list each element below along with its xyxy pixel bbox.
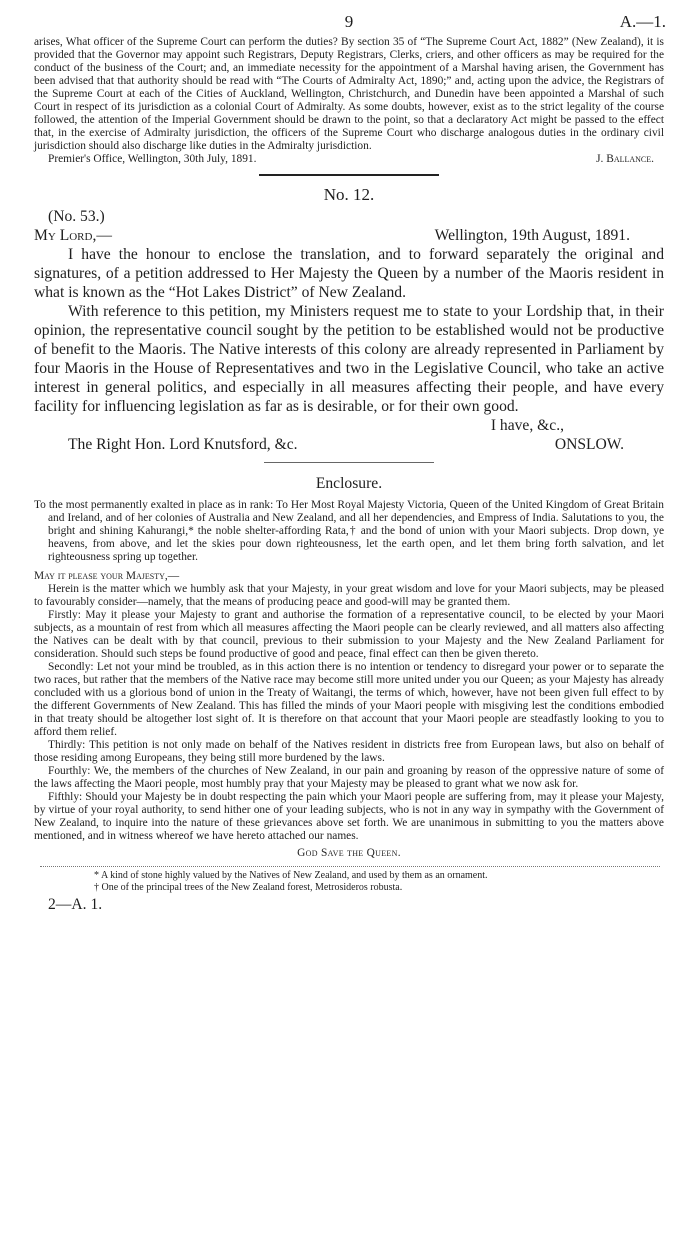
memo-signature-line [34,153,664,166]
letter-addressee: The Right Hon. Lord Knutsford, &c. [68,436,298,453]
footnote: * A kind of stone highly valued by the Natives of New Zealand, and used by them as an ornament. [94,870,488,881]
enclosure [34,475,664,860]
letter-address-row [34,435,664,454]
letter-signatory: ONSLOW. [554,436,624,453]
enclosure-paragraph: Fourthly: We, the members of the churches of New Zealand, in our pain and groaning by reason of the oppressive nature of some of the laws affecting the Maori people, most humbly pray that your Majesty may be pleased to grant what we now ask for. [34,765,664,790]
memo-body: arises, What officer of the Supreme Court can perform the duties? By section 35 of “The Supreme Court Act, 1882” (New Zealand), it is provided that the Governor may appoint such Registrars, Deputy Registrars, Clerks, criers, and other officers as may be required for the conduct of the business of the Court; and, an immediate necessity for the appointment of a Marshal having arisen, the Government has been advised that that authority should be read with “The Courts of Admiralty Act, 1890;” and, acting upon the advice, the Registrars of the Supreme Court at each of the Cities of Auckland, Wellington, Christchurch, and Dunedin have been appointed a Marshal of such Court in respect of its jurisdiction as a colonial Court of Admiralty. As some doubts, however, exist as to the strict legality of the course followed, the attention of the Imperial Government should be drawn to the point, so that a declaratory Act might be passed to the effect that, in the exercise of Admiralty jurisdiction, the officers of the Supreme Court who discharge analogous duties in the ordinary civil jurisdiction should also discharge like duties in the Admiralty jurisdiction. [34,36,664,152]
enclosure-paragraph: Secondly: Let not your mind be troubled, as in this action there is no intention or tendency to disregard your power or to separate the two races, but rather that the members of the Native race may become still more united under you our Queen; as your Majesty has already concluded with us a glorious bond of union in the Treaty of Waitangi, the terms of which, however, have not been given full effect to by the different Governments of New Zealand. This has filled the minds of your Maori people with misgiving lest the conditions embodied in that treaty should be altogether lost sight of. It is therefore on that account that your Maori people are steadfastly looking to you to afford them relief. [34,661,664,738]
memo-place-date: Premier's Office, Wellington, 30th July, 1891. [48,153,257,165]
letter-number: (No. 53.) [48,208,105,225]
enclosure-closing: God Save the Queen. [297,847,401,859]
document-reference: A.—1. [619,12,666,31]
letter-paragraph: I have the honour to enclose the translation, and to forward separately the original and signatures, of a petition addressed to Her Majesty the Queen by a number of the Maoris resident in what is known as the “Hot Lakes District” of New Zealand. [34,246,664,301]
enclosure-paragraph: Firstly: May it please your Majesty to grant and authorise the formation of a representative council, to be elected by your Maori subjects, as a mountain of rest from which all measures affecting the Maori people can be clearly reviewed, and all matters also affecting the Natives can be dealt with by that council, previous to their submission to your Majesty and the New Zealand Parliament for consideration. Should such steps be found productive of good and peace, final effect can then be given thereto. [34,609,664,660]
letter-dateline-row [34,226,664,245]
enclosure-paragraph: Thirdly: This petition is not only made on behalf of the Natives resident in districts free from European laws, but also on behalf of those residing among Europeans, they being still more burdened by the laws. [34,739,664,764]
letter-title: No. 12. [323,185,375,204]
premier-memo [34,36,664,166]
enclosure-title: Enclosure. [315,475,383,492]
footnote: † One of the principal trees of the New Zealand forest, Metrosideros robusta. [94,881,403,893]
memo-signatory: J. Ballance. [596,153,654,165]
signature-mark: 2—A. 1. [48,896,103,913]
document-page [34,0,664,914]
letter-closing: I have, &c., [490,417,564,434]
footnotes [34,870,664,893]
footnote-divider [40,866,660,867]
letter-close-row [34,416,664,435]
enclosure-paragraph: Fifthly: Should your Majesty be in doubt respecting the pain which your Maori people are suffering from, may it please your Majesty, by virtue of your royal authority, to send hither one of your leading subjects, who is not in any way in sympathy with the Government of New Zealand, to inquire into the nature of these grievances above set forth. We are unanimous in submitting to you the matters above mentioned, and in witness whereof we have hereto attached our names. [34,791,664,842]
enclosure-salutation: May it please your Majesty,— [34,570,180,582]
page-number: 9 [344,12,354,31]
letter-salutation: My Lord,— [34,227,112,244]
section-divider [259,174,439,176]
despatch-letter [34,185,664,454]
enclosure-paragraph: Herein is the matter which we humbly ask that your Majesty, in your great wisdom and love for your Maori subjects, may be pleased to favourably consider—namely, that the means of producing peace and good-will may be granted them. [34,583,664,608]
section-divider [264,462,434,463]
letter-date: Wellington, 19th August, 1891. [434,227,630,244]
page-header [34,0,664,36]
enclosure-address: To the most permanently exalted in place as in rank: To Her Most Royal Majesty Victoria, Queen of the United Kingdom of Great Britain and Ireland, and of her colonies of Australia and New Zealand, and all her dependencies, and Empress of India. Salutations to you, the bright and shining Kahurangi,* the noble shelter-affording Rata,† and the bond of union with your Maori subjects. Drop down, ye heavens, from above, and let the skies pour down righteousness, let the earth open, and let them bring forth salvation, and let righteousness spring up together. [34,499,664,563]
letter-paragraph: With reference to this petition, my Ministers request me to state to your Lordship that, in their opinion, the representative council sought by the petition to be established would not be productive of benefit to the Maoris. The Native interests of this colony are already represented in Parliament by four Maoris in the House of Representatives and two in the Legislative Council, who take an active interest in general politics, and especially in all measures affecting their people, and have every facility for influencing legislation as far as is desirable, or for their own good. [34,303,664,415]
